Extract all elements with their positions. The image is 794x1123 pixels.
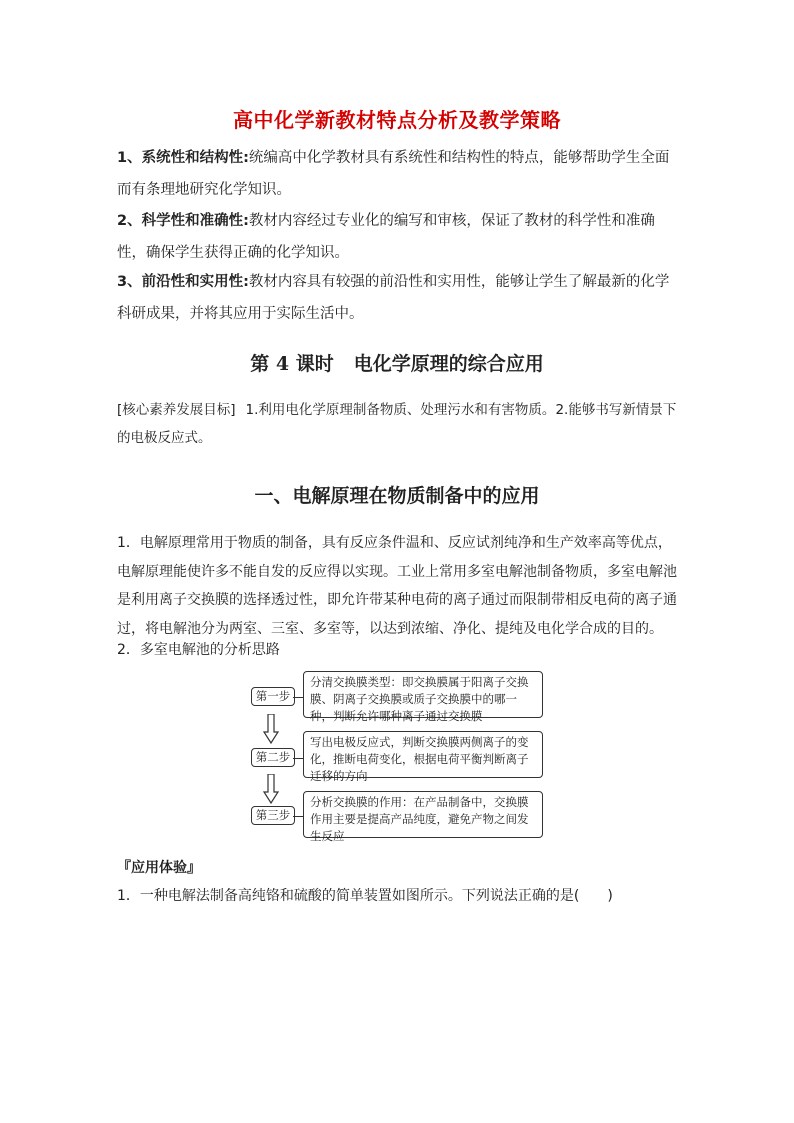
down-arrow-icon: [261, 714, 281, 744]
flow-step-box: 分清交换膜类型：即交换膜属于阳离子交换膜、阴离子交换膜或质子交换膜中的哪一种，判断允许哪种离子通过交换膜: [303, 671, 543, 718]
flow-step-box: 分析交换膜的作用：在产品制备中，交换膜作用主要是提高产品纯度，避免产物之间发生反应: [303, 791, 543, 838]
feature-label: 2、科学性和准确性:: [117, 213, 249, 229]
flow-step-box: 写出电极反应式，判断交换膜两侧离子的变化，推断电荷变化，根据电荷平衡判断离子迁移的方向: [303, 731, 543, 778]
feature-text: 统编高中化学教材具有系统性和结构性的特点，能够帮助学生全面而有条理地研究化学知识。: [117, 150, 670, 198]
lesson-title: [0, 349, 794, 376]
down-arrow-icon: [261, 774, 281, 804]
feature-text: 教材内容经过专业化的编写和审核，保证了教材的科学性和准确性，确保学生获得正确的化学知识。: [117, 213, 655, 261]
feature-label: 3、前沿性和实用性:: [117, 274, 249, 290]
question-1: [117, 885, 613, 905]
flow-connector: [293, 697, 303, 698]
feature-paragraph-3: [117, 266, 683, 330]
goal-item: 1.利用电化学原理制备物质、处理污水和有害物质。: [245, 402, 556, 418]
lesson-name: 电化学原理的综合应用: [353, 353, 544, 375]
question-text: 1．一种电解法制备高纯铬和硫酸的简单装置如图所示。下列说法正确的是: [117, 888, 574, 904]
feature-text: 教材内容具有较强的前沿性和实用性，能够让学生了解最新的化学科研成果，并将其应用于实际生活中。: [117, 274, 670, 322]
body-paragraph: 1．电解原理常用于物质的制备，具有反应条件温和、反应试剂纯净和生产效率高等优点，电解原理能使许多不能自发的反应得以实现。工业上常用多室电解池制备物质，多室电解池是利用离子交换膜的选择透过性，即允许带某种电荷的离子通过而限制带相反电荷的离子通过，将电解池分为两室、三室、多室等，以达到浓缩、净化、提纯及电化学合成的目的。: [117, 535, 677, 637]
flow-step-label: 第一步: [251, 687, 295, 706]
feature-label: 1、系统性和结构性:: [117, 150, 249, 166]
flow-connector: [293, 758, 303, 759]
answer-blank: ( ): [573, 888, 613, 904]
lesson-number: 第 4 课时: [250, 353, 334, 375]
flow-connector: [293, 816, 303, 817]
core-goals: [117, 396, 683, 452]
flow-step-label: 第三步: [251, 806, 295, 825]
goal-item: 2.能够书写新情景下的电极反应式。: [117, 402, 677, 446]
section-heading: 一、电解原理在物质制备中的应用: [254, 485, 540, 507]
flow-step-label: 第二步: [251, 748, 295, 767]
feature-paragraph-1: [117, 142, 683, 206]
application-heading: 『应用体验』: [117, 860, 201, 876]
goals-label: [核心素养发展目标]: [117, 402, 236, 418]
document-title: 高中化学新教材特点分析及教学策略: [233, 108, 561, 132]
flow-subheading: 2．多室电解池的分析思路: [117, 642, 280, 658]
feature-paragraph-2: [117, 205, 683, 269]
